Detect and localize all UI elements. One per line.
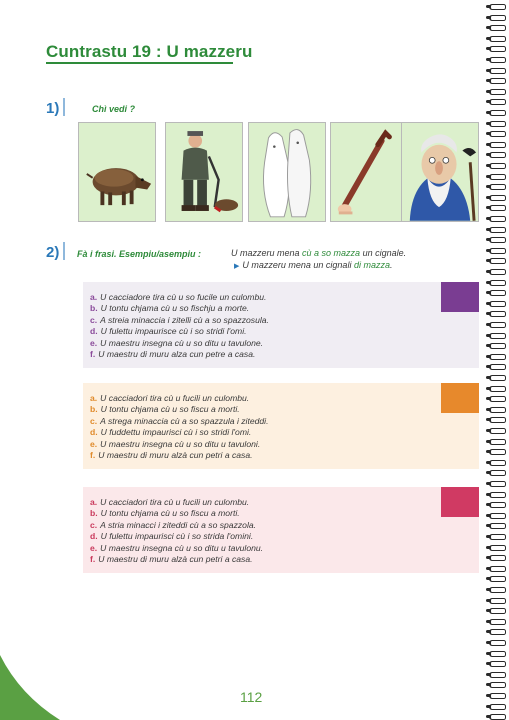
list-item: d. U fuddettu impaurisci cù i so stridi l'omi. — [90, 427, 252, 438]
spiral-ring — [489, 269, 506, 275]
spiral-ring — [489, 693, 506, 699]
spiral-ring — [489, 205, 506, 211]
page-number: 112 — [240, 689, 263, 705]
spiral-ring — [489, 333, 506, 339]
section-2-number: 2) — [46, 242, 65, 261]
spiral-ring — [489, 174, 506, 180]
spiral-ring — [489, 619, 506, 625]
spiral-ring — [489, 672, 506, 678]
spiral-ring — [489, 386, 506, 392]
spiral-ring — [489, 439, 506, 445]
spiral-ring — [489, 661, 506, 667]
boar-icon — [79, 123, 155, 221]
spiral-ring — [489, 46, 506, 52]
spiral-ring — [489, 375, 506, 381]
spiral-ring — [489, 364, 506, 370]
list-item: e. U maestru insegna cù u so ditu u tavulone. — [90, 337, 264, 348]
spiral-ring — [489, 131, 506, 137]
list-item: d. U fulettu impaurisce cù i so stridi l'omi. — [90, 326, 247, 337]
list-item: c. A stria minacci i ziteddi cù a so spazzola. — [90, 519, 257, 530]
spiral-ring — [489, 99, 506, 105]
spiral-ring — [489, 195, 506, 201]
spiral-ring — [489, 354, 506, 360]
list-item: a. U cacciadori tira cù u fucili un culombu. — [90, 497, 250, 507]
sentence-box-pink — [83, 487, 479, 573]
spiral-ring — [489, 57, 506, 63]
spiral-ring — [489, 555, 506, 561]
spiral-ring — [489, 237, 506, 243]
spiral-ring — [489, 301, 506, 307]
corner-decoration-green — [0, 655, 60, 720]
spiral-ring — [489, 449, 506, 455]
hunter-icon — [166, 123, 242, 221]
spiral-ring — [489, 227, 506, 233]
spiral-ring — [489, 598, 506, 604]
spiral-ring — [489, 428, 506, 434]
spiral-ring — [489, 587, 506, 593]
spiral-ring — [489, 714, 506, 720]
corner-decoration — [441, 383, 479, 413]
spiral-ring — [489, 608, 506, 614]
spiral-ring — [489, 640, 506, 646]
spiral-ring — [489, 78, 506, 84]
spiral-ring — [489, 502, 506, 508]
spiral-ring — [489, 460, 506, 466]
spiral-ring — [489, 36, 506, 42]
spiral-ring — [489, 470, 506, 476]
spiral-ring — [489, 152, 506, 158]
arrow-right-icon: ▶ — [234, 263, 240, 270]
picture-old-wizard — [401, 122, 479, 222]
spiral-ring — [489, 576, 506, 582]
ghost-icon — [249, 123, 325, 221]
picture-club — [330, 122, 408, 222]
list-item: e. U maestru insegna cù u so ditu u tavuloni. — [90, 438, 261, 449]
spiral-ring — [489, 566, 506, 572]
picture-ghost — [248, 122, 326, 222]
list-item: e. U maestru insegna cù u so ditu u tavulonu. — [90, 542, 264, 553]
example-sentence-2: ▶ U mazzeru mena un cignali di mazza. — [234, 260, 393, 270]
spiral-ring — [489, 513, 506, 519]
spiral-binding — [487, 0, 509, 720]
list-item: a. U cacciadori tira cù u fucili un culombu. — [90, 393, 250, 403]
spiral-ring — [489, 481, 506, 487]
old-wizard-icon — [402, 123, 478, 221]
spiral-ring — [489, 682, 506, 688]
picture-hunter — [165, 122, 243, 222]
spiral-ring — [489, 343, 506, 349]
list-item: f. U maestru di muru alzà cun petri a casa. — [90, 450, 253, 461]
spiral-ring — [489, 248, 506, 254]
list-item: a. U cacciadore tira cù u so fucile un culombu. — [90, 292, 267, 302]
list-item: b. U tontu chjama cù u so fischju a morte. — [90, 303, 250, 314]
spiral-ring — [489, 704, 506, 710]
list-item: d. U fulettu impaurisci cù i so strida l'omini. — [90, 531, 254, 542]
title-underline — [46, 62, 233, 64]
spiral-ring — [489, 396, 506, 402]
example-sentence-1: U mazzeru mena cù a so mazza un cignale. — [231, 248, 407, 258]
section-1-number: 1) — [46, 98, 65, 117]
list-item: f. U maestru di muru alza cun petre a casa. — [90, 349, 256, 360]
spiral-ring — [489, 184, 506, 190]
spiral-ring — [489, 4, 506, 10]
sentence-box-orange — [83, 383, 479, 469]
spiral-ring — [489, 216, 506, 222]
section-1-instruction: Chì vedi ? — [92, 104, 136, 114]
spiral-ring — [489, 322, 506, 328]
spiral-ring — [489, 163, 506, 169]
spiral-ring — [489, 258, 506, 264]
spiral-ring — [489, 280, 506, 286]
corner-decoration — [441, 282, 479, 312]
spiral-ring — [489, 110, 506, 116]
spiral-ring — [489, 492, 506, 498]
spiral-ring — [489, 534, 506, 540]
spiral-ring — [489, 407, 506, 413]
section-2-instruction: Fà i frasi. Esempiu/asempiu : — [77, 249, 202, 259]
spiral-ring — [489, 651, 506, 657]
sentence-box-purple — [83, 282, 479, 368]
spiral-ring — [489, 89, 506, 95]
spiral-ring — [489, 290, 506, 296]
spiral-ring — [489, 121, 506, 127]
spiral-ring — [489, 629, 506, 635]
corner-decoration — [441, 487, 479, 517]
list-item: b. U tontu chjama cù u so fiscu a morti. — [90, 404, 240, 415]
spiral-ring — [489, 417, 506, 423]
page-title: Cuntrastu 19 : U mazzeru — [46, 42, 253, 61]
list-item: c. A streia minaccia i zitelli cù a so spazzosula. — [90, 314, 269, 325]
list-item: f. U maestru di muru alzà cun petri a casa. — [90, 554, 253, 565]
spiral-ring — [489, 545, 506, 551]
spiral-ring — [489, 311, 506, 317]
spiral-ring — [489, 142, 506, 148]
club-icon — [331, 123, 407, 221]
list-item: b. U tontu chjama cù u so fiscu a morti. — [90, 508, 240, 519]
picture-boar — [78, 122, 156, 222]
spiral-ring — [489, 15, 506, 21]
spiral-ring — [489, 523, 506, 529]
list-item: c. A strega minaccia cù a so spazzula i ziteddi. — [90, 415, 269, 426]
spiral-ring — [489, 25, 506, 31]
spiral-ring — [489, 68, 506, 74]
